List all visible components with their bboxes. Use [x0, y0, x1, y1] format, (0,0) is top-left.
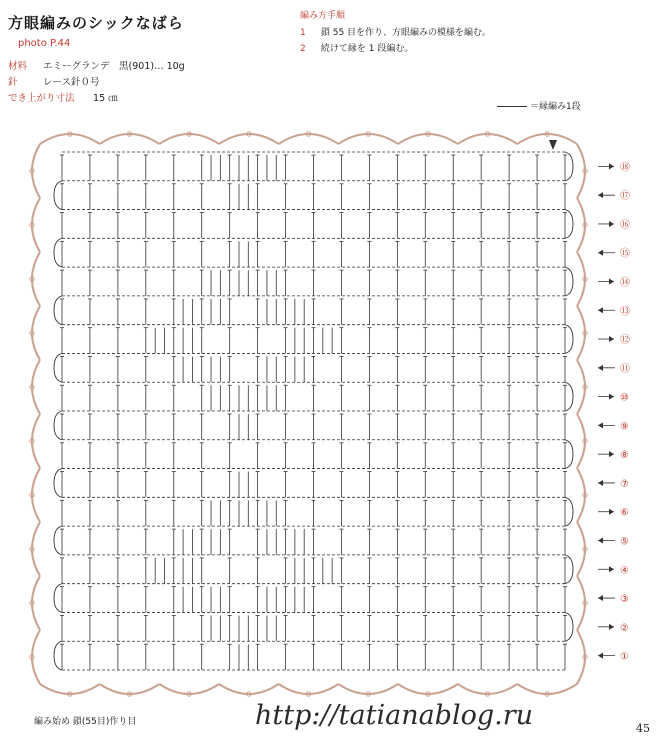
row-label: ④: [620, 565, 629, 577]
row-arrow-head: [609, 279, 614, 285]
turning-chain-left: [54, 411, 62, 440]
row-arrow-head: [598, 422, 603, 428]
turning-chain-right: [565, 497, 573, 526]
edging-scallop: [398, 134, 458, 144]
edging-scallop: [338, 134, 398, 144]
edging-scallop: [32, 576, 40, 630]
row-label: ⑪: [620, 363, 630, 375]
turning-chain-right: [565, 382, 573, 411]
row-label: ⑬: [620, 306, 630, 318]
turning-chain-left: [54, 238, 62, 267]
row-label: ⑨: [620, 421, 629, 433]
turning-chain-left: [54, 181, 62, 210]
edging-scallop: [32, 144, 40, 198]
edging-scallop: [577, 252, 585, 306]
start-note: 編み始め 鎖(55目)作り目: [34, 717, 137, 727]
row-arrow-head: [598, 653, 603, 659]
edging-scallop: [32, 360, 40, 414]
materials-key: 材料: [8, 61, 28, 72]
edging-scallop: [32, 306, 40, 360]
edging-scallop: [32, 630, 40, 684]
edging-scallop: [458, 684, 518, 694]
row-label: ⑦: [620, 478, 629, 490]
turning-chain-left: [54, 526, 62, 555]
row-arrow-head: [598, 250, 603, 256]
row-label: ⑱: [620, 162, 630, 174]
row-arrow-head: [598, 192, 603, 198]
turning-chain-right: [565, 440, 573, 469]
row-label: ⑧: [620, 450, 629, 462]
watermark: http://tatianablog.ru: [255, 700, 534, 731]
edging-scallop: [577, 360, 585, 414]
edging-scallop: [219, 684, 279, 694]
edging-scallop: [40, 684, 100, 694]
start-marker-icon: [549, 140, 557, 150]
turning-chain-left: [54, 353, 62, 382]
edging-scallop: [32, 198, 40, 252]
turning-chain-right: [565, 612, 573, 641]
row-arrow-head: [609, 163, 614, 169]
row-label: ⑰: [620, 191, 630, 203]
turning-chain-right: [565, 267, 573, 296]
edging-scallop: [32, 252, 40, 306]
row-arrow-head: [609, 394, 614, 400]
edging-scallop: [577, 630, 585, 684]
photo-reference: photo P.44: [18, 38, 71, 49]
row-arrow-head: [598, 480, 603, 486]
edging-scallop: [32, 522, 40, 576]
step-number: 1: [300, 28, 306, 38]
edging-scallop: [458, 134, 518, 144]
step-text: 続けて縁を 1 段編む。: [320, 44, 414, 54]
edging-scallop: [517, 134, 577, 144]
row-arrow-head: [598, 595, 603, 601]
edging-scallop: [159, 684, 219, 694]
edging-scallop: [32, 414, 40, 468]
edging-scallop: [32, 468, 40, 522]
edging-scallop: [219, 134, 279, 144]
edging-scallop: [577, 414, 585, 468]
edging-scallop: [159, 134, 219, 144]
row-arrow-head: [609, 336, 614, 342]
edging-scallop: [577, 522, 585, 576]
row-label: ⑭: [620, 277, 630, 289]
row-label: ⑥: [620, 507, 629, 519]
edging-scallop: [338, 684, 398, 694]
legend-text: ＝縁編み1段: [530, 102, 581, 112]
edging-scallop: [100, 134, 160, 144]
edging-scallop: [517, 684, 577, 694]
row-label: ①: [620, 651, 629, 663]
row-arrow-head: [609, 509, 614, 515]
turning-chain-left: [54, 584, 62, 613]
edging-scallop: [577, 468, 585, 522]
row-label: ②: [620, 622, 629, 634]
step-text: 鎖 55 目を作り、方眼編みの模様を編む。: [320, 28, 492, 38]
edging-scallop: [577, 198, 585, 252]
instructions-heading: 編み方手順: [300, 11, 346, 21]
hook-key: 針: [8, 77, 18, 88]
row-label: ⑩: [620, 392, 629, 404]
row-arrow-head: [609, 451, 614, 457]
row-label: ⑤: [620, 536, 629, 548]
turning-chain-right: [565, 210, 573, 239]
edging-scallop: [279, 134, 339, 144]
edging-scallop: [577, 144, 585, 198]
edging-scallop: [577, 306, 585, 360]
row-arrow-head: [598, 307, 603, 313]
page-number: 45: [636, 722, 650, 735]
turning-chain-right: [565, 152, 573, 181]
turning-chain-left: [54, 296, 62, 325]
turning-chain-right: [565, 555, 573, 584]
edging-scallop: [398, 684, 458, 694]
row-arrow-head: [598, 538, 603, 544]
row-arrow-head: [609, 221, 614, 227]
row-arrow-head: [598, 365, 603, 371]
turning-chain-left: [54, 641, 62, 670]
row-label: ⑫: [620, 335, 630, 347]
turning-chain-left: [54, 469, 62, 498]
page-title: 方眼編みのシックなばら: [8, 14, 184, 32]
row-label: ⑯: [620, 219, 630, 231]
hook-value: レース針０号: [43, 77, 100, 88]
edging-scallop: [577, 576, 585, 630]
row-arrow-head: [609, 566, 614, 572]
step-number: 2: [300, 44, 306, 54]
row-label: ⑮: [620, 248, 630, 260]
edging-scallop: [100, 684, 160, 694]
size-value: 15 ㎝: [93, 93, 118, 104]
turning-chain-right: [565, 325, 573, 354]
size-key: でき上がり寸法: [8, 93, 75, 104]
edging-scallop: [279, 684, 339, 694]
materials-value: エミーグランデ 黒(901)… 10g: [43, 61, 185, 72]
edging-scallop: [40, 134, 100, 144]
row-arrow-head: [609, 624, 614, 630]
row-label: ③: [620, 594, 629, 606]
